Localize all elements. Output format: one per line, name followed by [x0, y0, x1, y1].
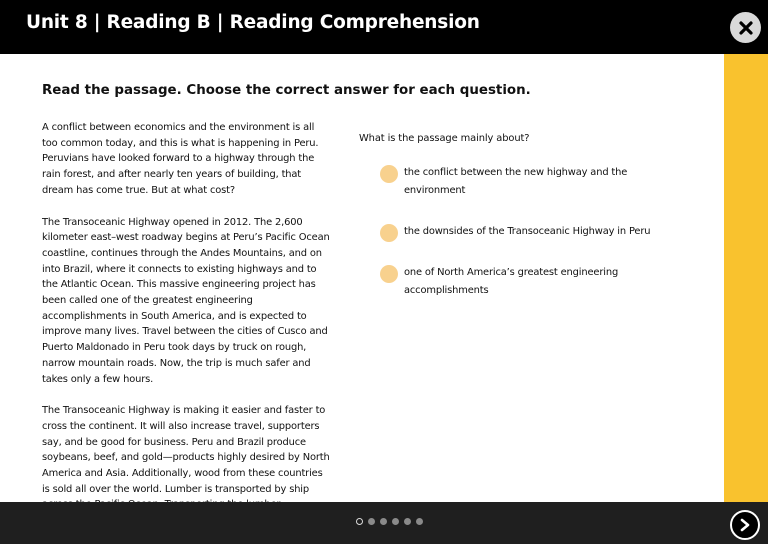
- pagination-dots: [356, 518, 423, 525]
- radio-button[interactable]: [380, 265, 398, 283]
- footer-bar: [0, 502, 768, 544]
- page-title: Unit 8 | Reading B | Reading Comprehension: [26, 12, 480, 33]
- pagination-dot[interactable]: [380, 518, 387, 525]
- close-icon: [739, 21, 753, 35]
- passage-paragraph: The Transoceanic Highway is making it easier and faster to cross the continent. It will also increase travel, supporters say, and be good for business. Peru and Brazil produce soybeans, beef, and gold—products highly desired by North America and Asia. Additionally, wood from these countries is sold all over the world. Lumber is transported by ship: [42, 405, 330, 495]
- reading-passage[interactable]: [42, 120, 332, 529]
- passage-paragraph: A conflict between economics and the environment is all too common today, and this is what is happening in Peru. Peruvians have looked forward to a highway through the rain forest, and after nearly ten years of building, that dream has come true. But at what cost?: [42, 122, 319, 196]
- chevron-right-icon: [739, 518, 751, 532]
- passage-paragraph: The Transoceanic Highway opened in 2012. The 2,600 kilometer east–west roadway begins at Peru’s Pacific Ocean coastline, continues through the Andes Mountains, and on into Brazil, where it connects to existing highways and to the Atlantic Ocean. This massive engineering project has been called one of the greatest engineering accomplishments in South America, and is expected to improve many lives. Travel between the cities of Cusco and Puerto Maldonado in Peru took days by truck on rough, narrow mountain roads. Now, the trip is much safer and takes only a few hours.: [42, 216, 330, 385]
- answer-option-2[interactable]: [380, 223, 670, 243]
- instruction-text: Read the passage. Choose the correct answer for each question.: [42, 83, 531, 98]
- answer-option-label: the downsides of the Transoceanic Highway in Peru: [404, 226, 651, 237]
- answer-option-label: the conflict between the new highway and the environment: [404, 167, 628, 196]
- pagination-dot[interactable]: [356, 518, 363, 525]
- bottom-strip: [0, 544, 768, 548]
- radio-button[interactable]: [380, 165, 398, 183]
- pagination-dot[interactable]: [416, 518, 423, 525]
- pagination-dot[interactable]: [404, 518, 411, 525]
- pagination-dot[interactable]: [392, 518, 399, 525]
- answer-option-3[interactable]: [380, 264, 670, 300]
- side-accent-bar: [724, 54, 768, 502]
- close-button[interactable]: [730, 12, 761, 43]
- answer-option-1[interactable]: [380, 164, 670, 200]
- pagination-dot[interactable]: [368, 518, 375, 525]
- activity-content: [0, 54, 724, 502]
- question-prompt: What is the passage mainly about?: [359, 133, 530, 144]
- answer-option-label: one of North America’s greatest engineering accomplishments: [404, 267, 619, 296]
- next-button[interactable]: [730, 510, 760, 540]
- radio-button[interactable]: [380, 224, 398, 242]
- header-bar: [0, 0, 768, 54]
